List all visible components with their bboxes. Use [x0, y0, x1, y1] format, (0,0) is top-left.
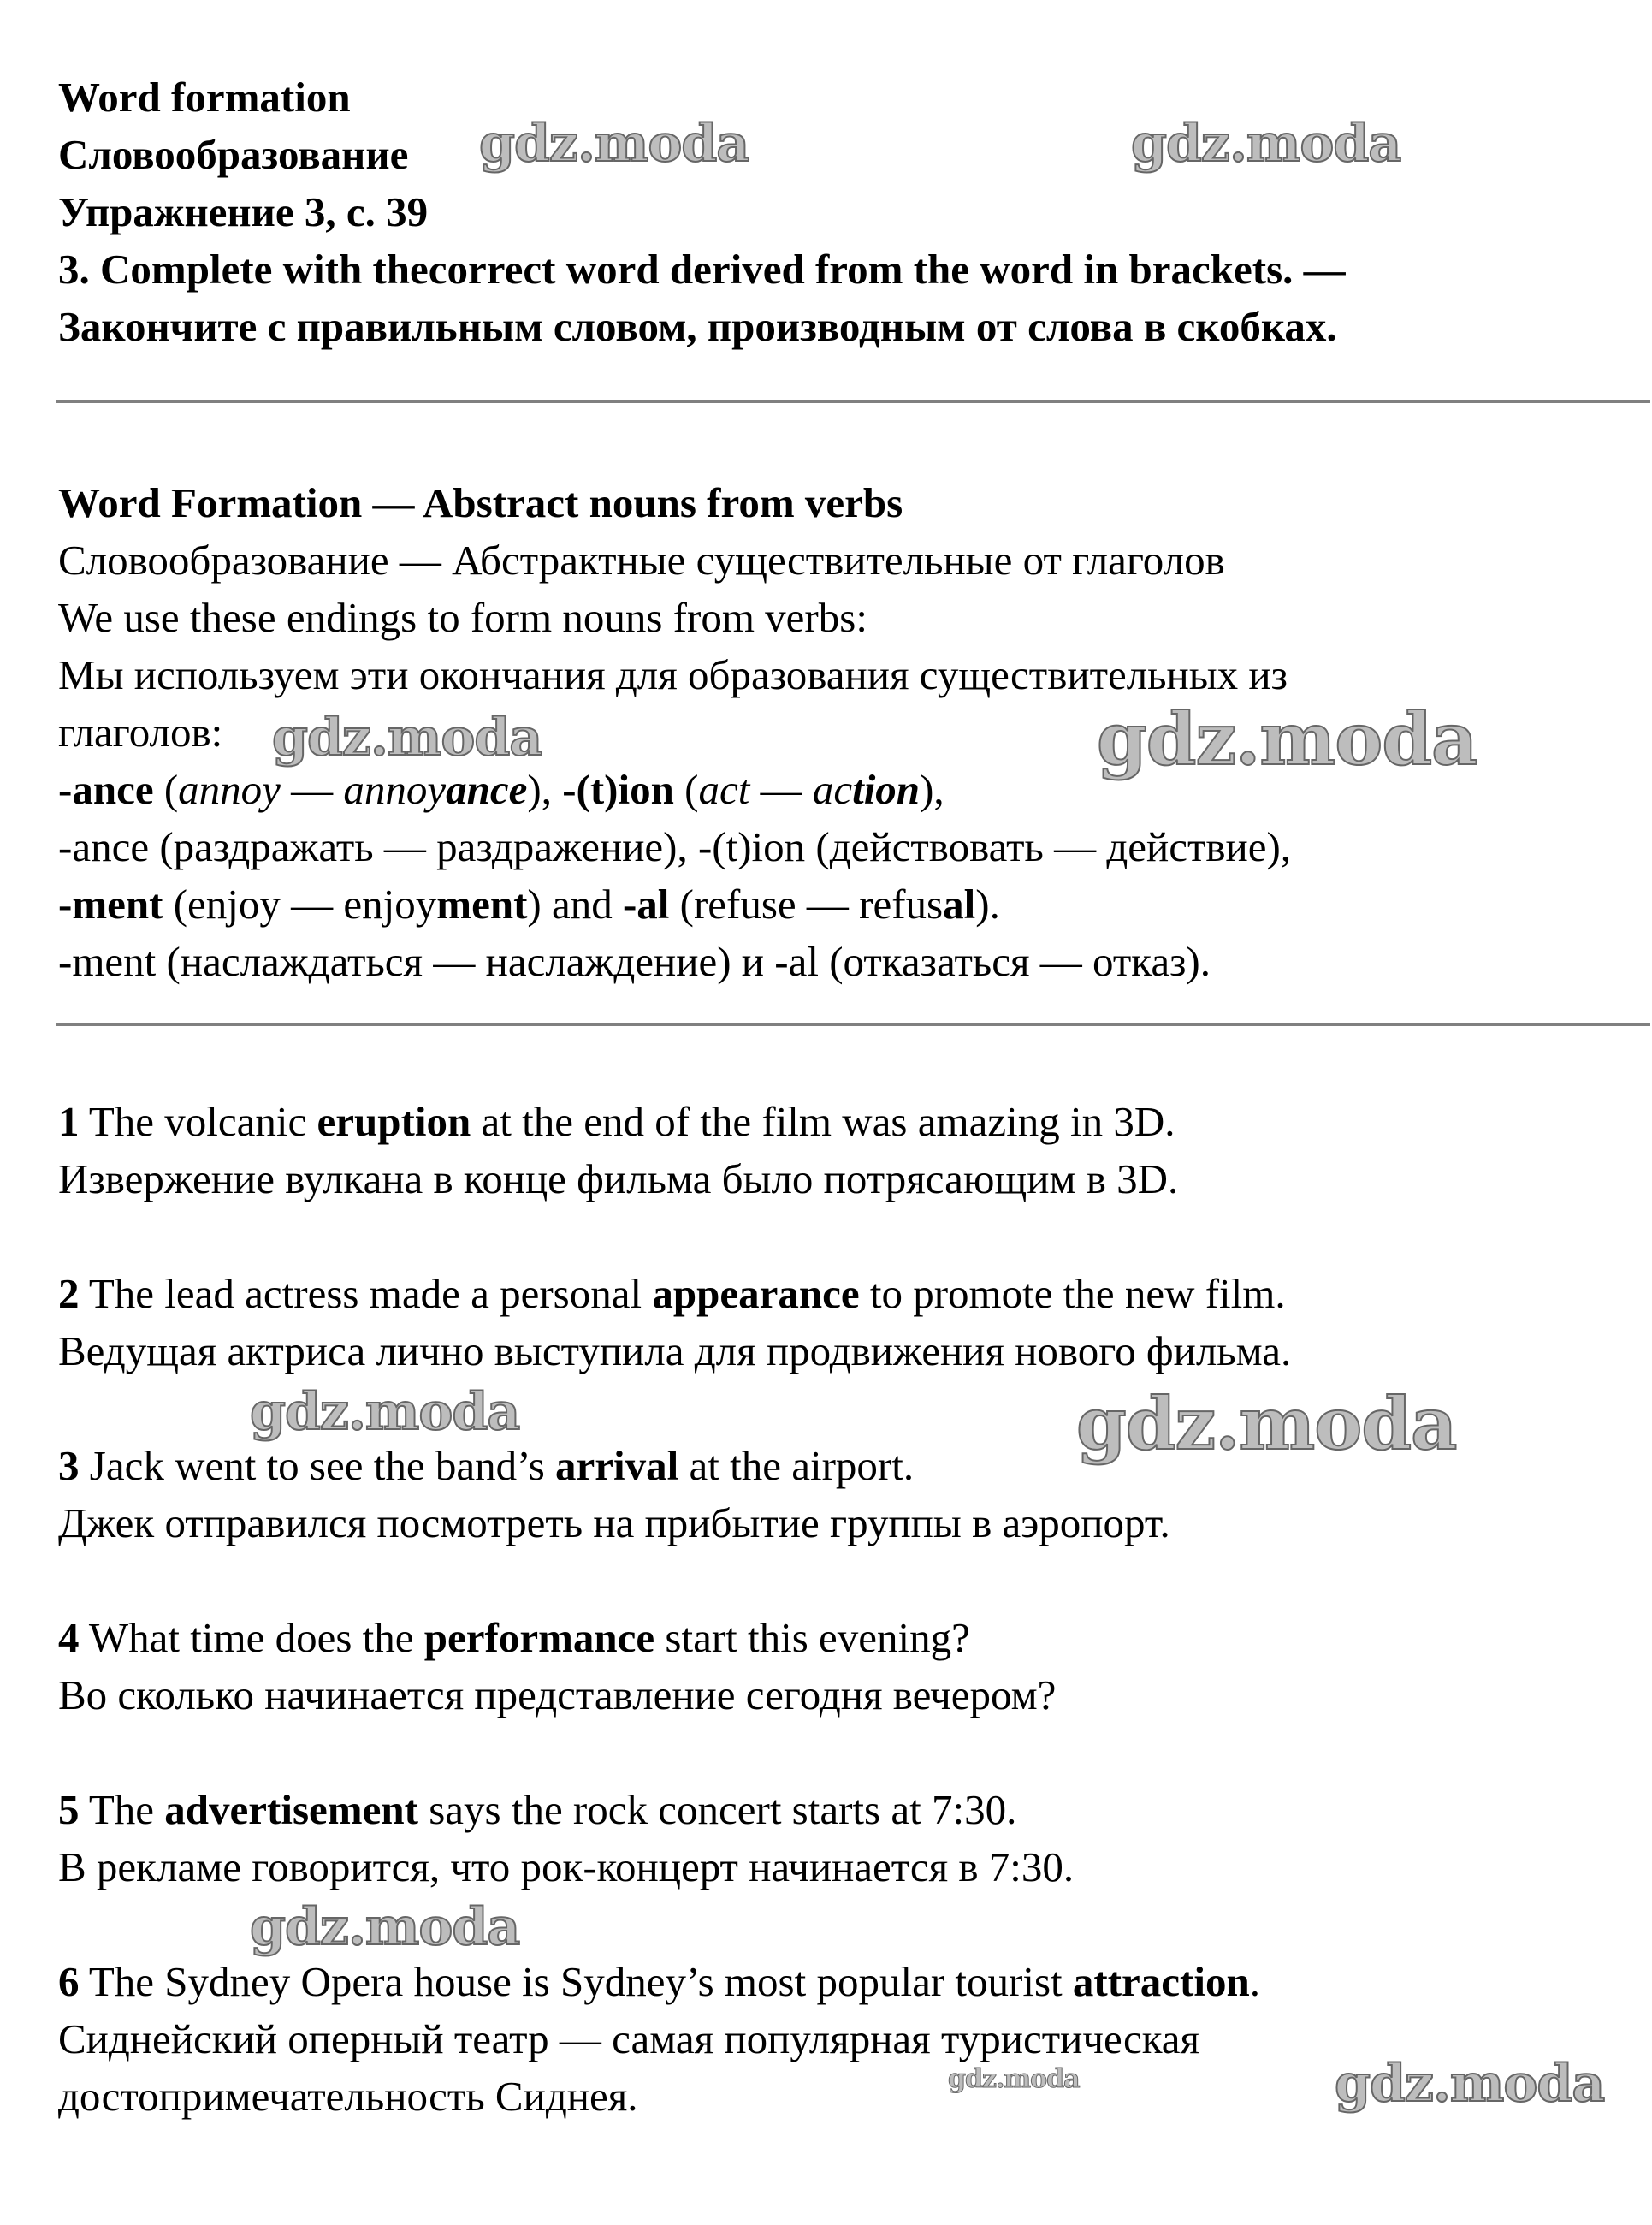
rule-line-ment-al-ru: -ment (наслаждаться — наслаждение) и -al (отказаться — отказ). — [58, 938, 1211, 985]
title-en: Word formation — [58, 74, 351, 121]
suffix-al: -al — [622, 881, 670, 928]
answer-ru: Извержение вулкана в конце фильма было потрясающим в 3D. — [58, 1155, 1179, 1202]
rule-line-ance-tion: -ance (annoy — annoyance), -(t)ion (act — action), — [58, 766, 944, 813]
answer-en: 2 The lead actress made a personal appearance to promote the new film. — [58, 1270, 1286, 1317]
answer-ru: Сиднейский оперный театр — самая популярная туристическая — [58, 2015, 1200, 2062]
rule-intro-en: We use these endings to form nouns from verbs: — [58, 594, 867, 641]
answer-en: 1 The volcanic eruption at the end of the film was amazing in 3D. — [58, 1098, 1175, 1145]
answer-number: 2 — [58, 1270, 80, 1317]
answer-word: eruption — [317, 1098, 471, 1145]
answer-number: 4 — [58, 1614, 80, 1661]
watermark-logo: gdz.moda — [479, 114, 749, 174]
rule-intro-ru-2: глаголов: — [58, 709, 223, 756]
suffix-tion: -(t)ion — [562, 766, 674, 813]
answer-ru-cont: достопримечательность Сиднея. — [58, 2073, 638, 2120]
answer-number: 5 — [58, 1786, 80, 1833]
answer-item — [58, 1609, 1598, 1724]
answer-item — [58, 1093, 1598, 1207]
watermark-logo: gdz.moda — [250, 1897, 520, 1957]
answer-number: 1 — [58, 1098, 80, 1145]
rule-heading-en: Word Formation — Abstract nouns from verbs — [58, 479, 903, 526]
watermark-logo: gdz.moda — [948, 2064, 1080, 2094]
answer-ru: Ведущая актриса лично выступила для продвижения нового фильма. — [58, 1327, 1292, 1374]
watermark-logo: gdz.moda — [1076, 1381, 1457, 1466]
answer-en: 5 The advertisement says the rock concert starts at 7:30. — [58, 1786, 1017, 1833]
answer-word: performance — [423, 1614, 655, 1661]
title-ru: Словообразование — [58, 131, 409, 178]
rule-line-ment-al: -ment (enjoy — enjoyment) and -al (refuse — refusal). — [58, 881, 1000, 928]
watermark-logo: gdz.moda — [1097, 697, 1477, 781]
answer-ru: В рекламе говорится, что рок-концерт начинается в 7:30. — [58, 1843, 1075, 1890]
answer-word: arrival — [555, 1442, 679, 1489]
document-page — [58, 68, 1598, 2125]
answer-number: 6 — [58, 1958, 80, 2005]
answer-word: appearance — [652, 1270, 860, 1317]
watermark-logo: gdz.moda — [1335, 2054, 1605, 2114]
rule-line-ance-tion-ru: -ance (раздражать — раздражение), -(t)ion (действовать — действие), — [58, 823, 1292, 870]
watermark-logo: gdz.moda — [1131, 114, 1401, 174]
answer-en: 6 The Sydney Opera house is Sydney’s most popular tourist attraction. — [58, 1958, 1260, 2005]
answer-en: 3 Jack went to see the band’s arrival at the airport. — [58, 1442, 915, 1489]
watermark-logo: gdz.moda — [250, 1382, 520, 1442]
answer-word: advertisement — [164, 1786, 418, 1833]
suffix-ment: -ment — [58, 881, 163, 928]
answer-en: 4 What time does the performance start this evening? — [58, 1614, 970, 1661]
task-en: 3. Complete with thecorrect word derived from the word in brackets. — — [58, 246, 1346, 293]
answer-ru: Джек отправился посмотреть на прибытие группы в аэропорт. — [58, 1499, 1170, 1546]
rule-intro-ru-1: Мы используем эти окончания для образования существительных из — [58, 651, 1288, 698]
answer-ru: Во сколько начинается представление сегодня вечером? — [58, 1671, 1057, 1718]
answer-word: attraction — [1072, 1958, 1250, 2005]
answer-item — [58, 1265, 1598, 1380]
rule-heading-ru: Словообразование — Абстрактные существительные от глаголов — [58, 537, 1225, 584]
answer-number: 3 — [58, 1442, 80, 1489]
watermark-logo: gdz.moda — [272, 708, 542, 768]
suffix-ance: -ance — [58, 766, 154, 813]
exercise-number: Упражнение 3, с. 39 — [58, 188, 429, 235]
answer-item — [58, 1781, 1598, 1896]
task-ru: Закончите с правильным словом, производным от слова в скобках. — [58, 303, 1337, 350]
